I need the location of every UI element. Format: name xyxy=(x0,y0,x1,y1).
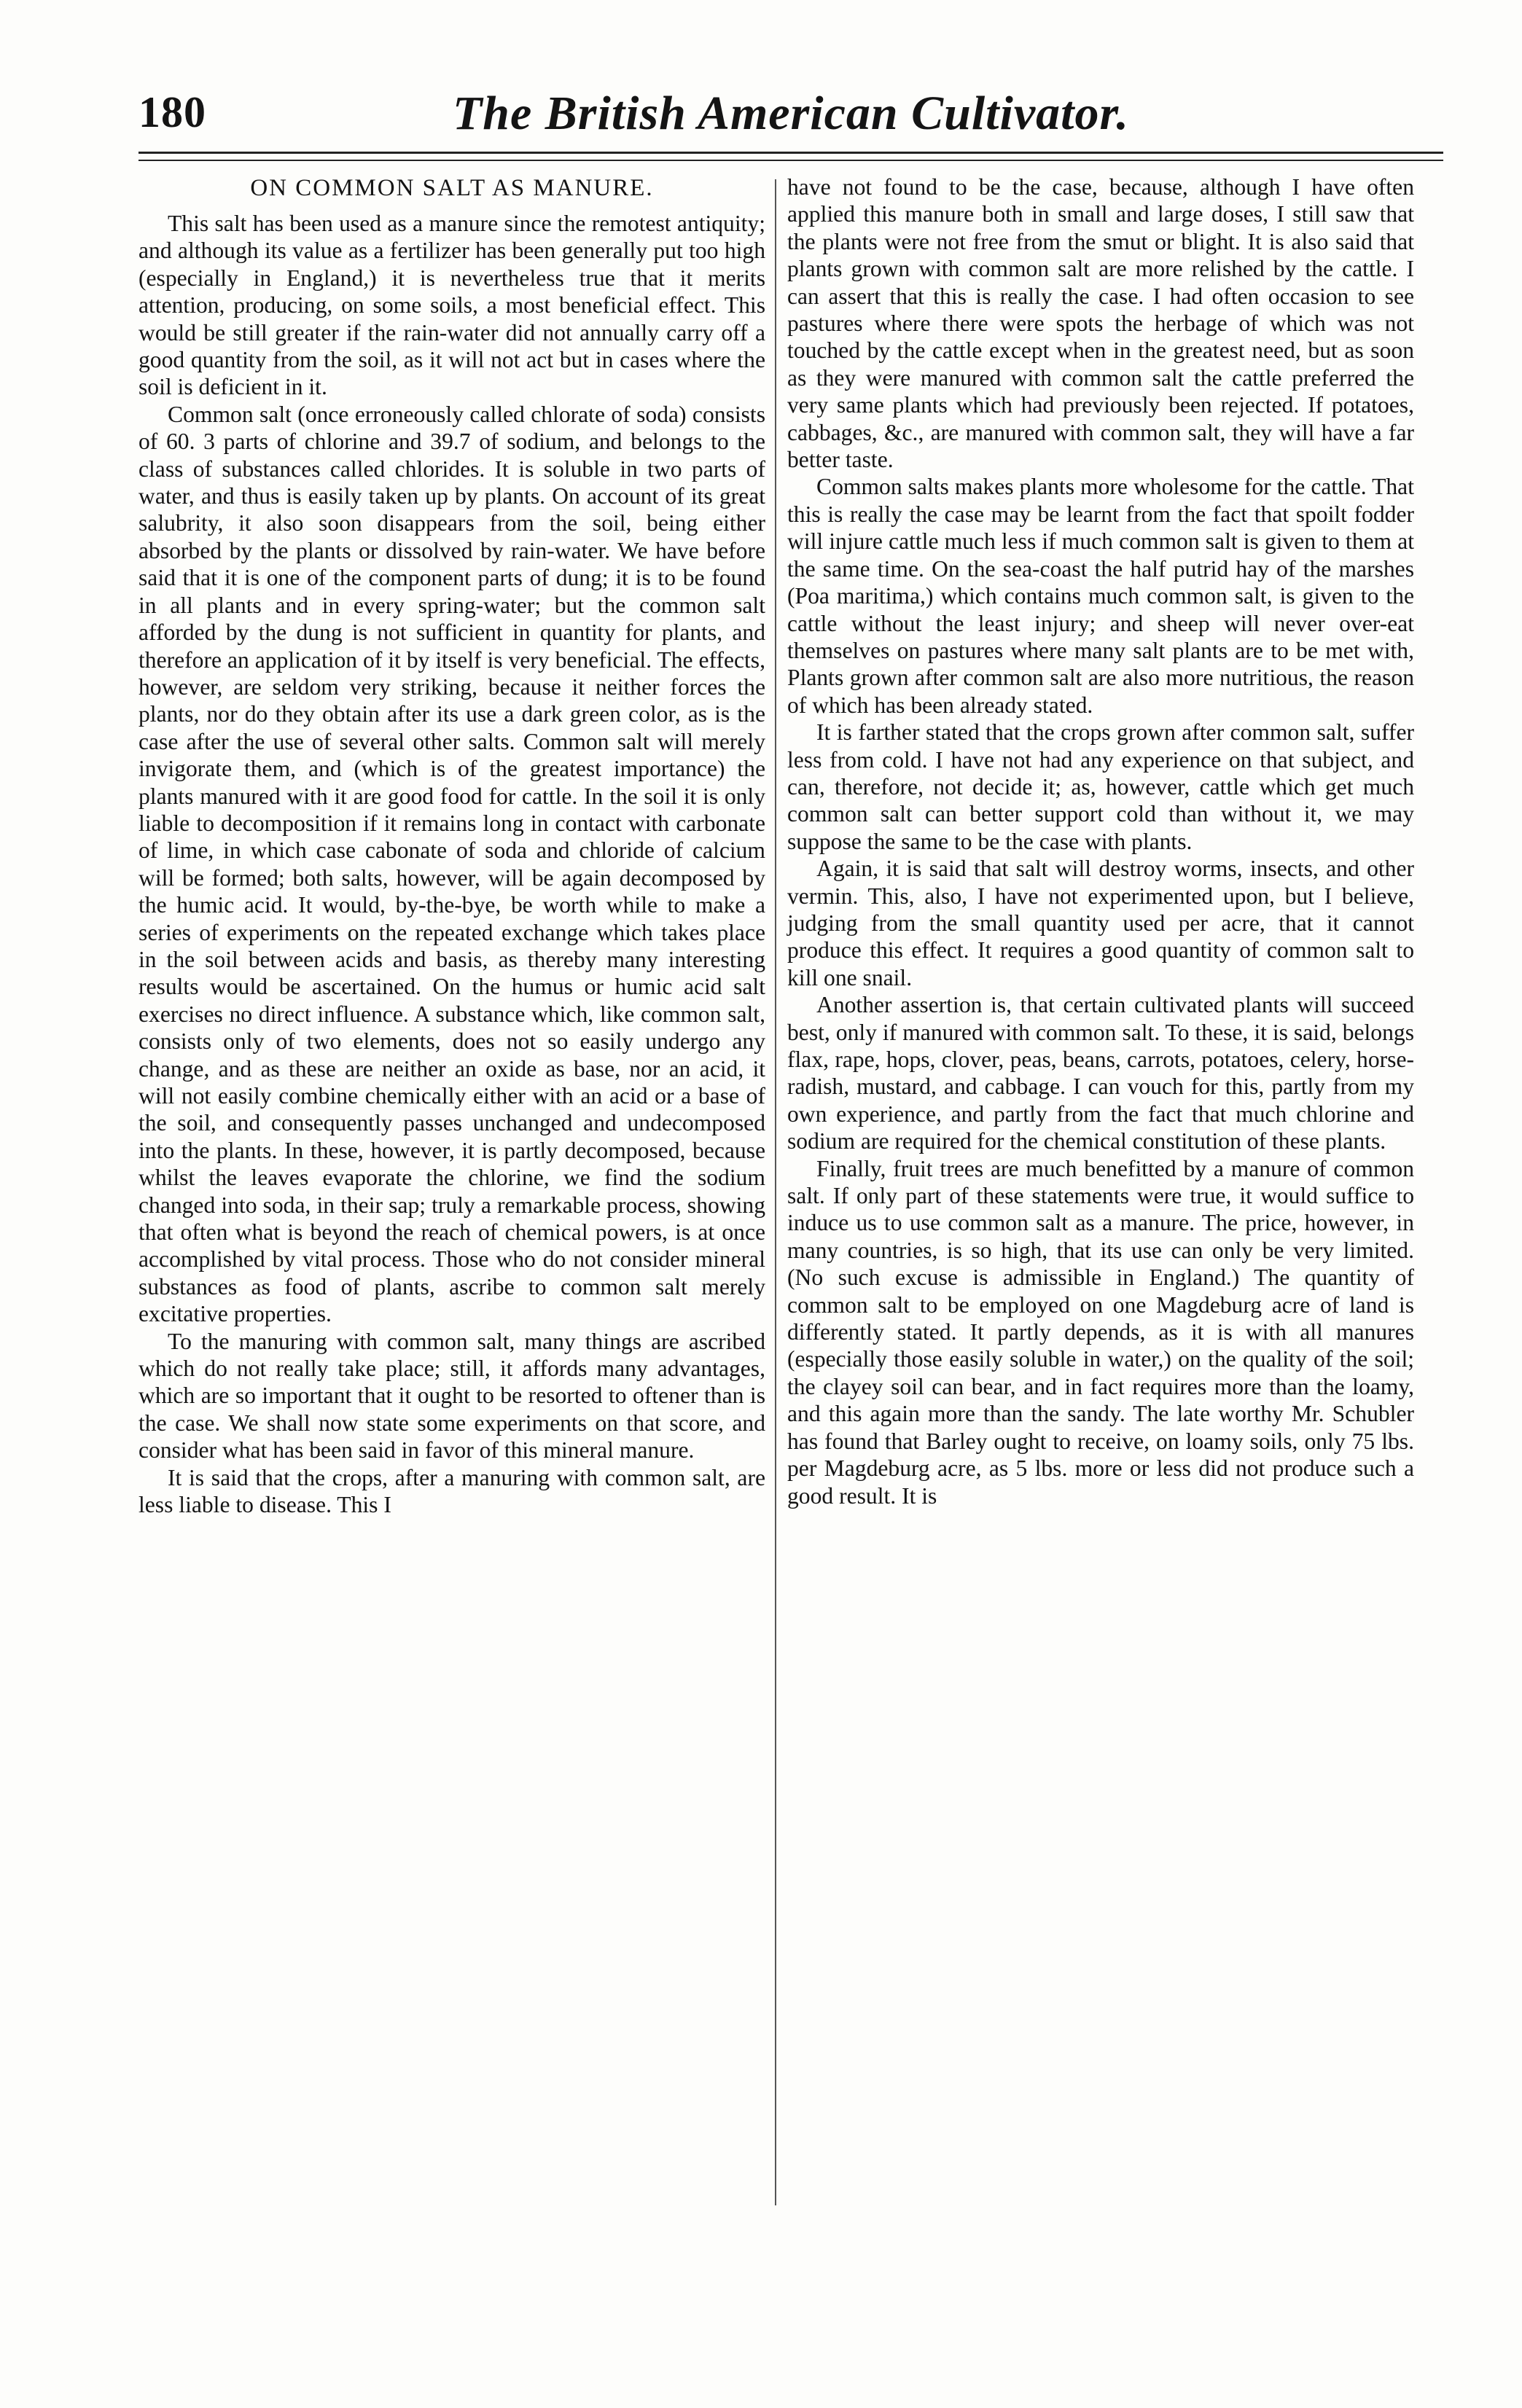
paragraph: Finally, fruit trees are much benefitted by a manure of common salt. If only part of these statements were true, it would suffice to induce us to use common salt as a manure. The price, however, in many countries, is so high, that its use can only be very limited. (No such excuse is admissible in England.) The quantity of common salt to be employed on one Magdeburg acre of land is differently stated. It partly depends, as it is with all manures (especially those easily soluble in water,) on the quality of the soil; the clayey soil can bear, and in fact requires more than the loamy, and this again more than the sandy. The late worthy Mr. Schubler has found that Barley ought to receive, on loamy soils, only 75 lbs. per Magdeburg acre, as 5 lbs. more or less did not produce such a good result. It is xyxy=(787,1155,1414,1509)
article-columns xyxy=(138,173,1443,2251)
article-title: ON COMMON SALT AS MANURE. xyxy=(250,175,654,201)
paragraph: It is farther stated that the crops grown after common salt, suffer less from cold. I have not had any experience on that subject, and can, therefore, not decide it; as, however, cattle which get much common salt can better support cold than without it, we may suppose the same to be the case with plants. xyxy=(787,719,1414,854)
header-rule xyxy=(138,152,1443,161)
page-number: 180 xyxy=(138,88,206,136)
column-divider xyxy=(775,179,776,2205)
paragraph: To the manuring with common salt, many things are ascribed which do not really take place; still, it affords many advantages, which are so important that it ought to be resorted to oftener than is the case. We shall now state some experiments on that score, and consider what has been said in favor of this mineral manure. xyxy=(138,1328,765,1463)
page-header xyxy=(138,80,1443,168)
paragraph: Common salts makes plants more wholesome for the cattle. That this is really the case may be learnt from the fact that spoilt fodder will injure cattle much less if much common salt is given to them at the same time. On the sea-coast the half putrid hay of the marshes (Poa maritima,) which contains much common salt, is given to the cattle without the least injury; and sheep will never over-eat themselves on pastures where many salt plants are to be met with, Plants grown after common salt are also more nutritious, the reason of which has been already stated. xyxy=(787,474,1414,718)
page xyxy=(138,80,1443,1518)
paragraph: Common salt (once erroneously called chlorate of soda) consists of 60. 3 parts of chlorine and 39.7 of sodium, and belongs to the class of substances called chlorides. It is soluble in two parts of water, and thus is easily taken up by plants. On account of its great salubrity, it also soon disappears from the soil, being either absorbed by the plants or dissolved by rain-water. We have before said that it is one of the component parts of dung; it is to be found in all plants and in every spring-water; but the common salt afforded by the dung is not sufficient in quantity for plants, and therefore an application of it by itself is very beneficial. The effects, however, are seldom very striking, because it neither forces the plants, nor do they obtain after its use a dark green color, as is the case after the use of several other salts. Common salt will merely invigorate them, and (which is of the greatest importance) the plants manured with it are good food for cattle. In the soil it is only liable to decomposition if it remains long in contact with carbonate of lime, in which case cabonate of soda and chloride of calcium will be formed; both salts, however, will be again decomposed by the humic acid. It would, by-the-bye, be worth while to make a series of experiments on the repeated exchange which takes place in the soil between acids and basis, as thereby many interesting results would be ascertained. On the humus or humic acid salt exercises no direct influence. A substance which, like common salt, consists only of two elements, does not so easily undergo any change, and as these are neither an oxide as base, nor an acid, it will not easily combine chemically either with an acid or a base of the soil, and consequently passes unchanged and undecomposed into the plants. In these, however, it is partly decomposed, because whilst the leaves evaporate the chlorine, we find the sodium changed into soda, in their sap; truly a remarkable process, showing that often what is beyond the reach of chemical powers, is at once accomplished by vital process. Those who do not consider mineral substances as food of plants, ascribe to common salt merely excitative properties. xyxy=(138,401,765,1327)
left-column xyxy=(138,173,765,1519)
paragraph: Again, it is said that salt will destroy worms, insects, and other vermin. This, also, I have not experimented upon, but I believe, judging from the small quantity used per acre, that it cannot produce this effect. It requires a good quantity of common salt to kill one snail. xyxy=(787,856,1414,990)
paragraph: This salt has been used as a manure since the remotest antiquity; and although its value as a fertilizer has been generally put too high (especially in England,) it is nevertheless true that it merits attention, producing, on some soils, a most beneficial effect. This would be still greater if the rain-water did not annually carry off a good quantity from the soil, as it will not act but in cases where the soil is deficient in it. xyxy=(138,211,765,400)
journal-title: The British American Cultivator. xyxy=(452,87,1130,140)
paragraph: have not found to be the case, because, although I have often applied this manure both in small and large doses, I still saw that the plants were not free from the smut or blight. It is also said that plants grown with common salt are more relished by the cattle. I can assert that this is really the case. I had often occasion to see pastures where there were spots the herbage of which was not touched by the cattle except when in the greatest need, but as soon as they were manured with common salt the cattle preferred the very same plants which had previously been rejected. If potatoes, cabbages, &c., are manured with common salt, they will have a far better taste. xyxy=(787,174,1414,473)
paragraph: Another assertion is, that certain cultivated plants will succeed best, only if manured with common salt. To these, it is said, belongs flax, rape, hops, clover, peas, beans, carrots, potatoes, celery, horse-radish, mustard, and cabbage. I can vouch for this, partly from my own experience, and partly from the fact that much chlorine and sodium are required for the chemical constitution of these plants. xyxy=(787,992,1414,1154)
right-column xyxy=(787,173,1414,1509)
paragraph: It is said that the crops, after a manuring with common salt, are less liable to disease. This I xyxy=(138,1464,765,1518)
